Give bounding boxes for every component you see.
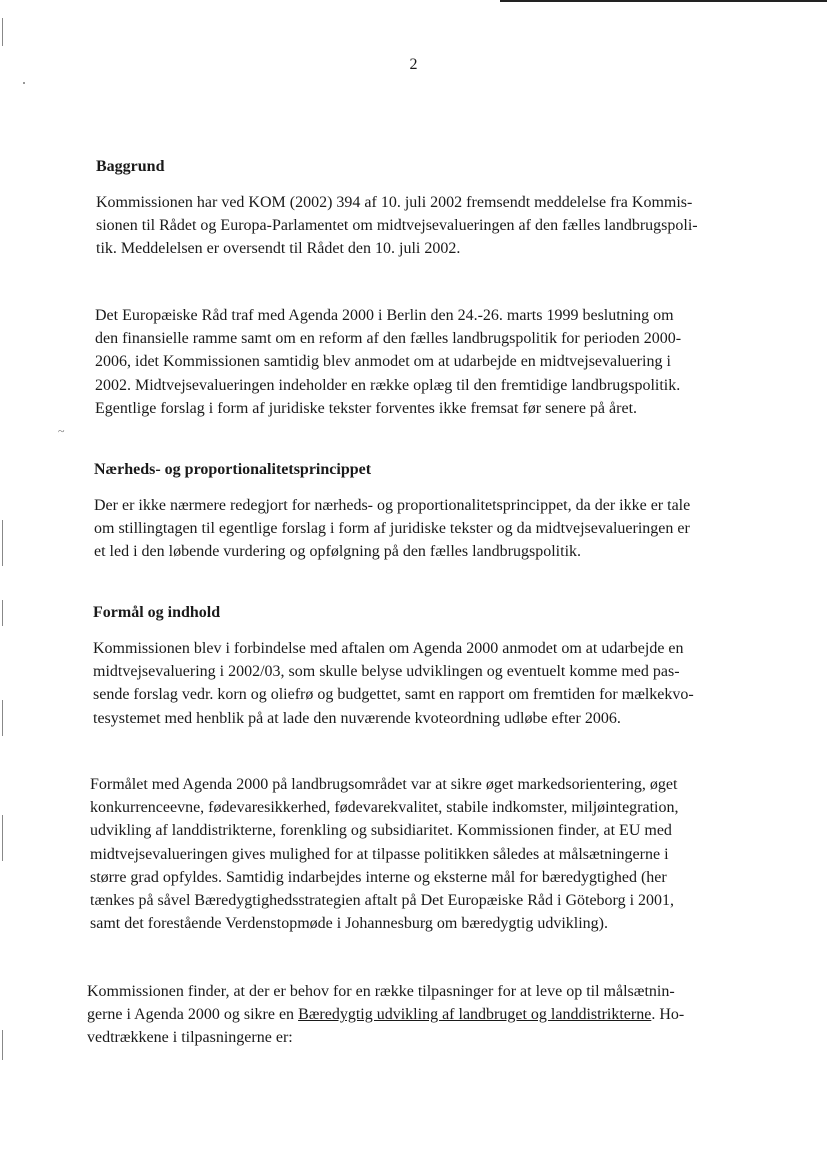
text-line: Kommissionen finder, at der er behov for en række tilpasninger for at leve op til målsætnin- bbox=[87, 983, 675, 1000]
section-heading-formaal: Formål og indhold bbox=[93, 604, 221, 621]
scan-edge-left bbox=[2, 18, 3, 46]
text-line: Kommissionen blev i forbindelse med aftalen om Agenda 2000 anmodet om at udarbejde en bbox=[93, 640, 684, 657]
scan-edge-left bbox=[2, 700, 3, 736]
text-line: udvikling af landdistrikterne, forenkling og subsidiaritet. Kommissionen finder, at EU med bbox=[90, 822, 672, 840]
text-line: Formålet med Agenda 2000 på landbrugsområdet var at sikre øget markedsorientering, øget bbox=[90, 776, 678, 793]
underlined-phrase: Bæredygtig udvikling af landbruget og landdistrikterne bbox=[298, 1006, 652, 1024]
text-line: midtvejsevaluering i 2002/03, som skulle belyse udviklingen og eventuelt komme med pas- bbox=[93, 663, 680, 681]
text-line: tik. Meddelelsen er oversendt til Rådet den 10. juli 2002. bbox=[96, 240, 461, 258]
scan-edge-left bbox=[2, 600, 3, 626]
text-line: konkurrenceevne, fødevaresikkerhed, fødevarekvalitet, stabile indkomster, miljøintegration, bbox=[90, 799, 679, 817]
text-line: sende forslag vedr. korn og oliefrø og budgettet, samt en rapport om fremtiden for mælkekvo- bbox=[93, 686, 694, 704]
section-heading-baggrund: Baggrund bbox=[96, 158, 165, 175]
text-line: Det Europæiske Råd traf med Agenda 2000 i Berlin den 24.-26. marts 1999 beslutning om bbox=[95, 307, 674, 324]
scan-edge-top bbox=[500, 0, 827, 2]
text-line: større grad opfyldes. Samtidig indarbejdes interne og eksterne mål for bæredygtighed (her bbox=[90, 868, 667, 886]
text-line: om stillingtagen til egentlige forslag i form af juridiske tekster og da midtvejsevalueringen er bbox=[94, 520, 690, 538]
text-line: Kommissionen har ved KOM (2002) 394 af 10. juli 2002 fremsendt meddelelse fra Kommis- bbox=[96, 194, 693, 211]
text-fragment: . Ho- bbox=[651, 1006, 685, 1024]
text-line: sionen til Rådet og Europa-Parlamentet om midtvejsevalueringen af den fælles landbrugspoli- bbox=[96, 217, 698, 235]
text-line: tesystemet med henblik på at lade den nuværende kvoteordning udløbe efter 2006. bbox=[93, 709, 621, 727]
text-line: Egentlige forslag i form af juridiske tekster forventes ikke fremsat før senere på året. bbox=[95, 399, 638, 417]
text-line: Der er ikke nærmere redegjort for nærheds- og proportionalitetsprincippet, da der ikke er tale bbox=[94, 497, 691, 514]
text-line bbox=[87, 1003, 684, 1026]
text-line: et led i den løbende vurdering og opfølgning på den fælles landbrugspolitik. bbox=[94, 543, 582, 561]
paragraph bbox=[95, 304, 681, 420]
scan-edge-left bbox=[2, 1030, 3, 1060]
paragraph bbox=[93, 637, 694, 730]
paragraph-final bbox=[87, 980, 684, 1050]
text-fragment: gerne i Agenda 2000 og sikre en bbox=[87, 1006, 299, 1024]
text-line: 2006, idet Kommissionen samtidig blev anmodet om at udarbejde en midtvejsevaluering i bbox=[95, 353, 671, 371]
scan-mark: ~ bbox=[58, 424, 65, 438]
scan-edge-left bbox=[2, 520, 3, 566]
section-heading-naerhed: Nærheds- og proportionalitetsprincippet bbox=[94, 461, 372, 478]
paragraph bbox=[90, 773, 678, 935]
text-line: samt det forestående Verdenstopmøde i Johannesburg om bæredygtig udvikling). bbox=[90, 915, 608, 933]
paragraph bbox=[96, 191, 698, 261]
text-line: midtvejsevalueringen gives mulighed for at tilpasse politikken således at målsætningerne i bbox=[90, 845, 669, 863]
scan-speck bbox=[23, 82, 25, 84]
page-number: 2 bbox=[409, 56, 418, 73]
text-line: 2002. Midtvejsevalueringen indeholder en række oplæg til den fremtidige landbrugspolitik. bbox=[95, 376, 681, 394]
paragraph bbox=[94, 494, 690, 564]
text-line: tænkes på såvel Bæredygtighedsstrategien aftalt på Det Europæiske Råd i Göteborg i 2001, bbox=[90, 892, 675, 910]
text-line: vedtrækkene i tilpasningerne er: bbox=[87, 1029, 293, 1047]
scan-edge-left bbox=[2, 815, 3, 861]
text-line: den finansielle ramme samt om en reform af den fælles landbrugspolitik for perioden 2000- bbox=[95, 330, 682, 348]
